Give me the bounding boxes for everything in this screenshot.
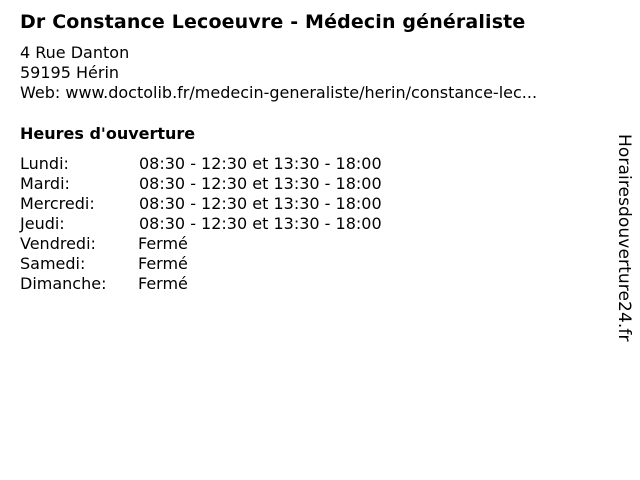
- website-line: Web: www.doctolib.fr/medecin-generaliste/herin/constance-lec...: [20, 83, 538, 102]
- day-hours: Fermé: [138, 274, 188, 293]
- hours-row-friday: [20, 234, 382, 254]
- hours-row-thursday: [20, 214, 382, 234]
- day-hours: 08:30 - 12:30 et 13:30 - 18:00: [139, 214, 382, 233]
- day-label: Mercredi:: [20, 194, 95, 213]
- address-street: 4 Rue Danton: [20, 43, 130, 62]
- day-label: Vendredi:: [20, 234, 96, 253]
- day-hours: Fermé: [138, 234, 188, 253]
- hours-row-saturday: [20, 254, 382, 274]
- day-label: Mardi:: [20, 174, 70, 193]
- day-label: Jeudi:: [20, 214, 65, 233]
- day-hours: 08:30 - 12:30 et 13:30 - 18:00: [139, 194, 382, 213]
- page-title: Dr Constance Lecoeuvre - Médecin généraliste: [20, 11, 526, 33]
- day-hours: 08:30 - 12:30 et 13:30 - 18:00: [139, 154, 382, 173]
- hours-row-tuesday: [20, 174, 382, 194]
- day-hours: Fermé: [138, 254, 188, 273]
- hours-table: [20, 154, 382, 294]
- address-city: 59195 Hérin: [20, 63, 120, 82]
- day-hours: 08:30 - 12:30 et 13:30 - 18:00: [139, 174, 382, 193]
- address-block: [20, 43, 537, 103]
- day-label: Dimanche:: [20, 274, 107, 293]
- hours-heading: Heures d'ouverture: [20, 124, 196, 143]
- day-label: Lundi:: [20, 154, 69, 173]
- hours-row-monday: [20, 154, 382, 174]
- day-label: Samedi:: [20, 254, 86, 273]
- site-watermark: Horairesdouverture24.fr: [614, 134, 634, 342]
- hours-row-sunday: [20, 274, 382, 294]
- hours-row-wednesday: [20, 194, 382, 214]
